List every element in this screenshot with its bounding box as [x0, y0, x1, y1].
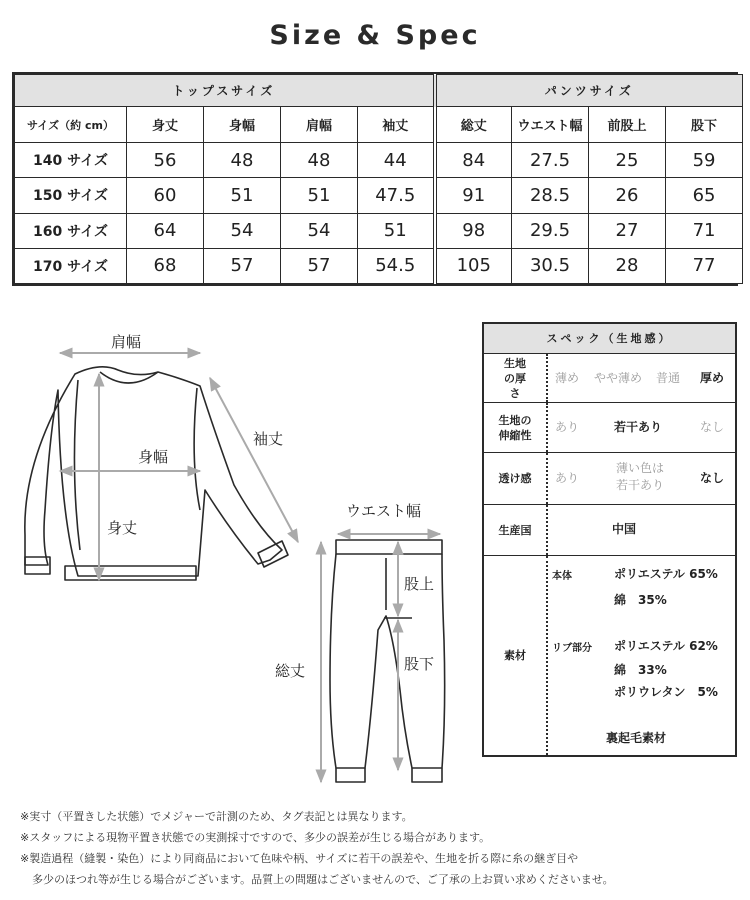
option-yes: あり	[555, 420, 580, 434]
table-cell: 28	[589, 248, 666, 283]
table-cell: 44	[358, 143, 435, 178]
table-cell: 59	[666, 143, 743, 178]
spec-key: 生地の伸縮性	[498, 413, 532, 442]
note-line: ※実寸（平置きした状態）でメジャーで計測のため、タグ表記とは異なります。	[20, 810, 413, 823]
spec-value	[546, 403, 735, 452]
note-line: 多少のほつれ等が生じる場合がございます。品質上の問題はございませんので、ご了承の上お買い求めくださいませ。	[32, 873, 614, 886]
table-cell: 68	[127, 248, 204, 283]
material-rib-label: リブ部分	[552, 643, 592, 654]
option-thick-selected: 厚め	[700, 371, 725, 385]
table-cell: 47.5	[358, 178, 435, 213]
table-cell: 60	[127, 178, 204, 213]
size-table	[12, 72, 738, 286]
size-label: 150 サイズ	[15, 178, 127, 213]
table-cell: 64	[127, 213, 204, 248]
origin-value: 中国	[612, 522, 637, 536]
table-cell: 91	[435, 178, 512, 213]
table-row	[15, 143, 743, 178]
table-cell: 54	[281, 213, 358, 248]
option-normal: 普通	[656, 371, 681, 385]
sweatshirt-icon	[25, 367, 288, 580]
table-cell: 51	[358, 213, 435, 248]
table-row	[15, 178, 743, 213]
material-rib-line: ポリエステル 62%	[614, 639, 718, 653]
option-yes: あり	[555, 471, 580, 485]
table-cell: 65	[666, 178, 743, 213]
table-cell: 30.5	[512, 248, 589, 283]
label-total-length: 総丈	[275, 662, 306, 680]
note-line: ※製造過程（縫製・染色）により同商品において色味や柄、サイズに若干の誤差や、生地を折る際に糸の継ぎ目や	[20, 852, 579, 865]
note-line: ※スタッフによる現物平置き状態での実測採寸ですので、多少の誤差が生じる場合があります。	[20, 831, 491, 844]
size-label: 170 サイズ	[15, 248, 127, 283]
option-no: なし	[700, 420, 725, 434]
spec-value	[546, 505, 735, 555]
column-header: 股下	[666, 107, 743, 143]
table-cell: 57	[281, 248, 358, 283]
garment-illustration	[0, 310, 480, 800]
size-column-header: サイズ（約 cm）	[15, 107, 127, 143]
spec-key: 生地の厚さ	[504, 356, 526, 400]
table-cell: 84	[435, 143, 512, 178]
page-title: Size & Spec	[269, 20, 481, 51]
label-waist: ウエスト幅	[346, 502, 422, 520]
column-header: 袖丈	[358, 107, 435, 143]
spec-key: 透け感	[498, 472, 532, 485]
material-body-line: ポリエステル 65%	[614, 567, 718, 581]
table-cell: 25	[589, 143, 666, 178]
spec-key: 生産国	[498, 523, 532, 537]
table-cell: 48	[281, 143, 358, 178]
table-row	[15, 248, 743, 283]
material-body-line: 綿 35%	[614, 593, 667, 607]
material-note: 裏起毛素材	[606, 731, 667, 745]
spec-row-sheer	[484, 453, 735, 505]
size-label: 160 サイズ	[15, 213, 127, 248]
column-header: ウエスト幅	[512, 107, 589, 143]
option-no-selected: なし	[700, 471, 725, 485]
table-cell: 98	[435, 213, 512, 248]
table-cell: 51	[204, 178, 281, 213]
table-cell: 77	[666, 248, 743, 283]
material-rib-line: ポリウレタン 5%	[614, 685, 718, 699]
table-row	[15, 213, 743, 248]
spec-row-origin	[484, 505, 735, 556]
table-cell: 105	[435, 248, 512, 283]
table-cell: 27.5	[512, 143, 589, 178]
column-header: 肩幅	[281, 107, 358, 143]
tops-size-header: トップスサイズ	[15, 75, 435, 107]
material-body-label: 本体	[552, 571, 572, 582]
option-light-color-slight: 薄い色は若干あり	[615, 461, 664, 492]
spec-row-thickness	[484, 354, 735, 403]
label-inseam: 股下	[404, 655, 435, 673]
table-cell: 57	[204, 248, 281, 283]
label-sleeve: 袖丈	[253, 430, 284, 448]
option-thin: 薄め	[555, 371, 580, 385]
table-cell: 54.5	[358, 248, 435, 283]
table-cell: 51	[281, 178, 358, 213]
label-shoulder: 肩幅	[111, 333, 142, 351]
column-header: 身丈	[127, 107, 204, 143]
table-cell: 28.5	[512, 178, 589, 213]
spec-table	[482, 322, 737, 757]
table-cell: 26	[589, 178, 666, 213]
material-rib-line: 綿 33%	[614, 663, 667, 677]
table-cell: 71	[666, 213, 743, 248]
table-cell: 48	[204, 143, 281, 178]
table-cell: 54	[204, 213, 281, 248]
column-header: 身幅	[204, 107, 281, 143]
column-header: 総丈	[435, 107, 512, 143]
option-slightly-thin: やや薄め	[594, 371, 643, 385]
measurement-diagram	[0, 310, 480, 800]
label-rise: 股上	[404, 575, 435, 593]
column-header: 前股上	[589, 107, 666, 143]
notes	[20, 806, 740, 890]
spec-value	[546, 453, 735, 504]
sweatshirt-measure-lines	[60, 353, 298, 580]
table-cell: 29.5	[512, 213, 589, 248]
table-cell: 56	[127, 143, 204, 178]
spec-row-material	[484, 556, 735, 755]
label-body-length: 身丈	[107, 519, 138, 537]
spec-row-stretch	[484, 403, 735, 453]
spec-value	[546, 354, 735, 402]
size-label: 140 サイズ	[15, 143, 127, 178]
option-slight-selected: 若干あり	[614, 420, 663, 434]
spec-header: スペック（生地感）	[484, 324, 735, 354]
pants-size-header: パンツサイズ	[435, 75, 743, 107]
table-cell: 27	[589, 213, 666, 248]
spec-value	[546, 556, 735, 755]
label-body-width: 身幅	[138, 448, 169, 466]
spec-key: 素材	[504, 649, 526, 662]
